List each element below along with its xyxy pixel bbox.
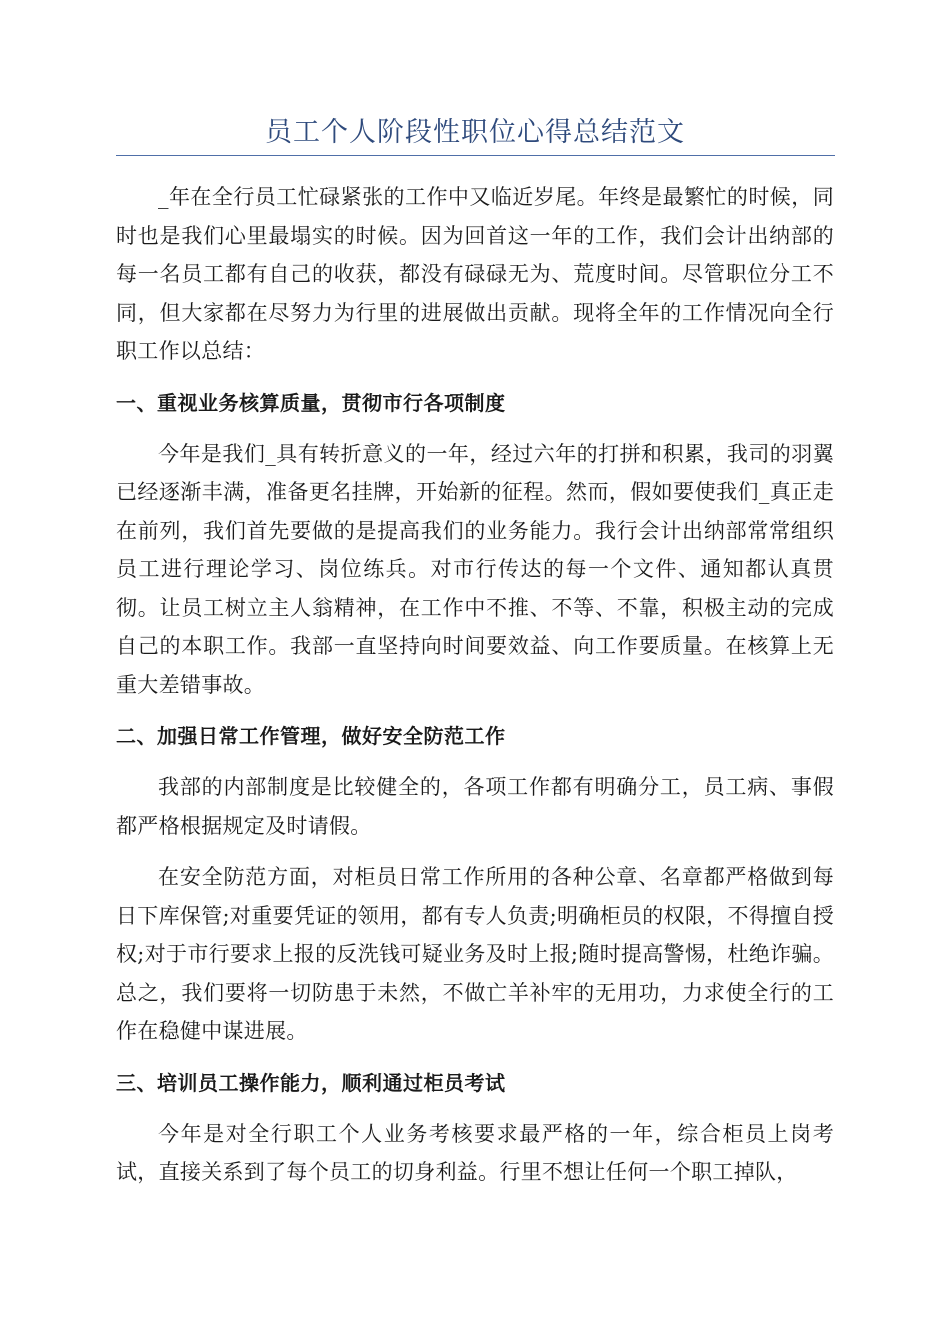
section-1-paragraph-1: 今年是我们_具有转折意义的一年，经过六年的打拼和积累，我司的羽翼已经逐渐丰满，准备更名挂牌，开始新的征程。然而，假如要使我们_真正走在前列，我们首先要做的是提高我们的业务能力。我行会计出纳部常常组织员工进行理论学习、岗位练兵。对市行传达的每一个文件、通知都认真贯彻。让员工树立主人翁精神，在工作中不推、不等、不靠，积极主动的完成自己的本职工作。我部一直坚持向时间要效益、向工作要质量。在核算上无重大差错事故。: [116, 441, 834, 697]
intro-paragraph: _年在全行员工忙碌紧张的工作中又临近岁尾。年终是最繁忙的时候，同时也是我们心里最塌实的时候。因为回首这一年的工作，我们会计出纳部的每一名员工都有自己的收获，都没有碌碌无为、荒度时间。尽管职位分工不同，但大家都在尽努力为行里的进展做出贡献。现将全年的工作情况向全行职工作以总结：: [116, 185, 834, 363]
section-heading-3: 三、培训员工操作能力，顺利通过柜员考试: [116, 1070, 506, 1095]
section-2-paragraph-1: 我部的内部制度是比较健全的，各项工作都有明确分工，员工病、事假都严格根据规定及时请假。: [116, 775, 834, 838]
title-underline: [116, 155, 835, 156]
document-body: [116, 178, 834, 1205]
section-heading-2: 二、加强日常工作管理，做好安全防范工作: [116, 724, 506, 748]
section-2-paragraph-2: 在安全防范方面，对柜员日常工作所用的各种公章、名章都严格做到每日下库保管;对重要凭证的领用，都有专人负责;明确柜员的权限，不得擅自授权;对于市行要求上报的反洗钱可疑业务及时上报;随时提高警惕，杜绝诈骗。总之，我们要将一切防患于未然，不做亡羊补牢的无用功，力求使全行的工作在稳健中谋进展。: [116, 865, 834, 1043]
document-title: 员工个人阶段性职位心得总结范文: [265, 117, 685, 148]
section-3-paragraph-1: 今年是对全行职工个人业务考核要求最严格的一年，综合柜员上岗考试，直接关系到了每个员工的切身利益。行里不想让任何一个职工掉队，: [116, 1121, 834, 1184]
section-heading-1: 一、重视业务核算质量，贯彻市行各项制度: [116, 390, 506, 415]
